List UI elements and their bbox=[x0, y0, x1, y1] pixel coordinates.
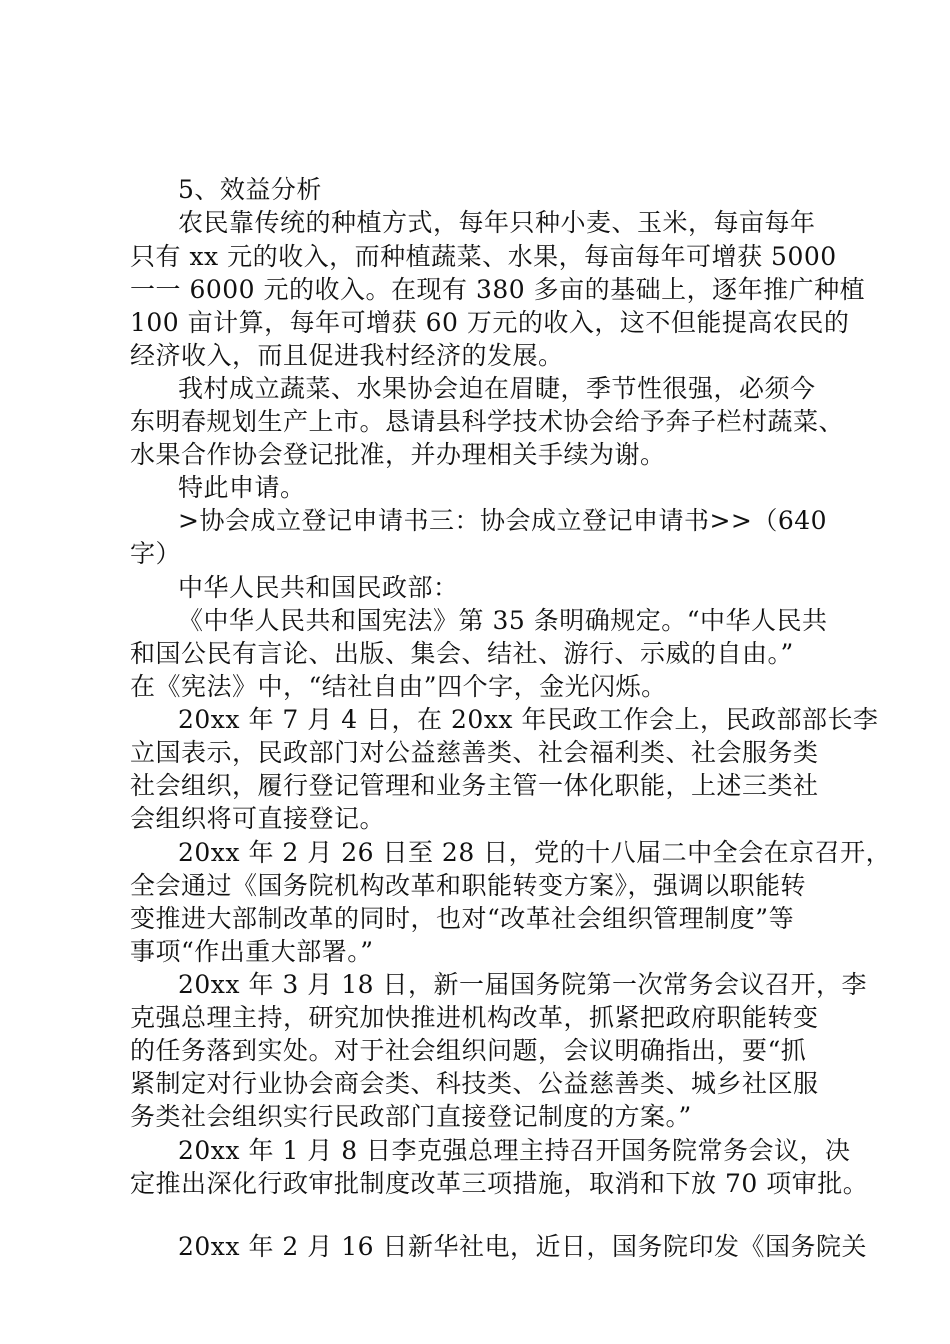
paragraph-line: 20xx 年 7 月 4 日，在 20xx 年民政工作会上，民政部部长李 bbox=[178, 705, 879, 734]
paragraph-line: 全会通过《国务院机构改革和职能转变方案》，强调以职能转 bbox=[130, 871, 807, 900]
paragraph-line: 东明春规划生产上市。恳请县科学技术协会给予奔子栏村蔬菜、 bbox=[130, 407, 845, 436]
paragraph-line: 经济收入，而且促进我村经济的发展。 bbox=[130, 341, 564, 370]
paragraph-line: 一一 6000 元的收入。在现有 380 多亩的基础上，逐年推广种植 bbox=[130, 275, 866, 304]
paragraph-line: 20xx 年 2 月 16 日新华社电，近日，国务院印发《国务院关 bbox=[178, 1232, 867, 1261]
paragraph-line: 20xx 年 1 月 8 日李克强总理主持召开国务院常务会议，决 bbox=[178, 1136, 851, 1165]
paragraph-line: 紧制定对行业协会商会类、科技类、公益慈善类、城乡社区服 bbox=[130, 1069, 819, 1098]
paragraph-line: 只有 xx 元的收入，而种植蔬菜、水果，每亩每年可增获 5000 bbox=[130, 242, 837, 271]
paragraph-line: 立国表示，民政部门对公益慈善类、社会福利类、社会服务类 bbox=[130, 738, 819, 767]
paragraph-line: 20xx 年 3 月 18 日，新一届国务院第一次常务会议召开，李 bbox=[178, 970, 867, 999]
paragraph-line: >协会成立登记申请书三：协会成立登记申请书>>（640 bbox=[178, 506, 828, 535]
paragraph-line: 在《宪法》中，“结社自由”四个字，金光闪烁。 bbox=[130, 672, 667, 701]
paragraph-line: 务类社会组织实行民政部门直接登记制度的方案。” bbox=[130, 1102, 692, 1131]
paragraph-line: 定推出深化行政审批制度改革三项措施，取消和下放 70 项审批。 bbox=[130, 1169, 869, 1198]
section-heading: 5、效益分析 bbox=[178, 175, 322, 204]
paragraph-line: 我村成立蔬菜、水果协会迫在眉睫，季节性很强，必须今 bbox=[178, 374, 816, 403]
paragraph-line: 水果合作协会登记批准，并办理相关手续为谢。 bbox=[130, 440, 666, 469]
salutation-line: 中华人民共和国民政部： bbox=[178, 573, 459, 602]
paragraph-line: 会组织将可直接登记。 bbox=[130, 804, 386, 833]
paragraph-line: 变推进大部制改革的同时，也对“改革社会组织管理制度”等 bbox=[130, 904, 795, 933]
closing-line: 特此申请。 bbox=[178, 473, 306, 502]
paragraph-line: 社会组织，履行登记管理和业务主管一体化职能，上述三类社 bbox=[130, 771, 819, 800]
paragraph-line: 20xx 年 2 月 26 日至 28 日，党的十八届二中全会在京召开， bbox=[178, 838, 892, 867]
paragraph-line: 100 亩计算，每年可增获 60 万元的收入，这不但能提高农民的 bbox=[130, 308, 850, 337]
paragraph-line: 字） bbox=[130, 539, 182, 568]
paragraph-line: 的任务落到实处。对于社会组织问题，会议明确指出，要“抓 bbox=[130, 1036, 807, 1065]
paragraph-line: 克强总理主持，研究加快推进机构改革，抓紧把政府职能转变 bbox=[130, 1003, 819, 1032]
paragraph-line: 农民靠传统的种植方式，每年只种小麦、玉米，每亩每年 bbox=[178, 208, 816, 237]
paragraph-line: 《中华人民共和国宪法》第 35 条明确规定。“中华人民共 bbox=[178, 606, 828, 635]
paragraph-line: 和国公民有言论、出版、集会、结社、游行、示威的自由。” bbox=[130, 639, 794, 668]
paragraph-line: 事项“作出重大部署。” bbox=[130, 937, 374, 966]
